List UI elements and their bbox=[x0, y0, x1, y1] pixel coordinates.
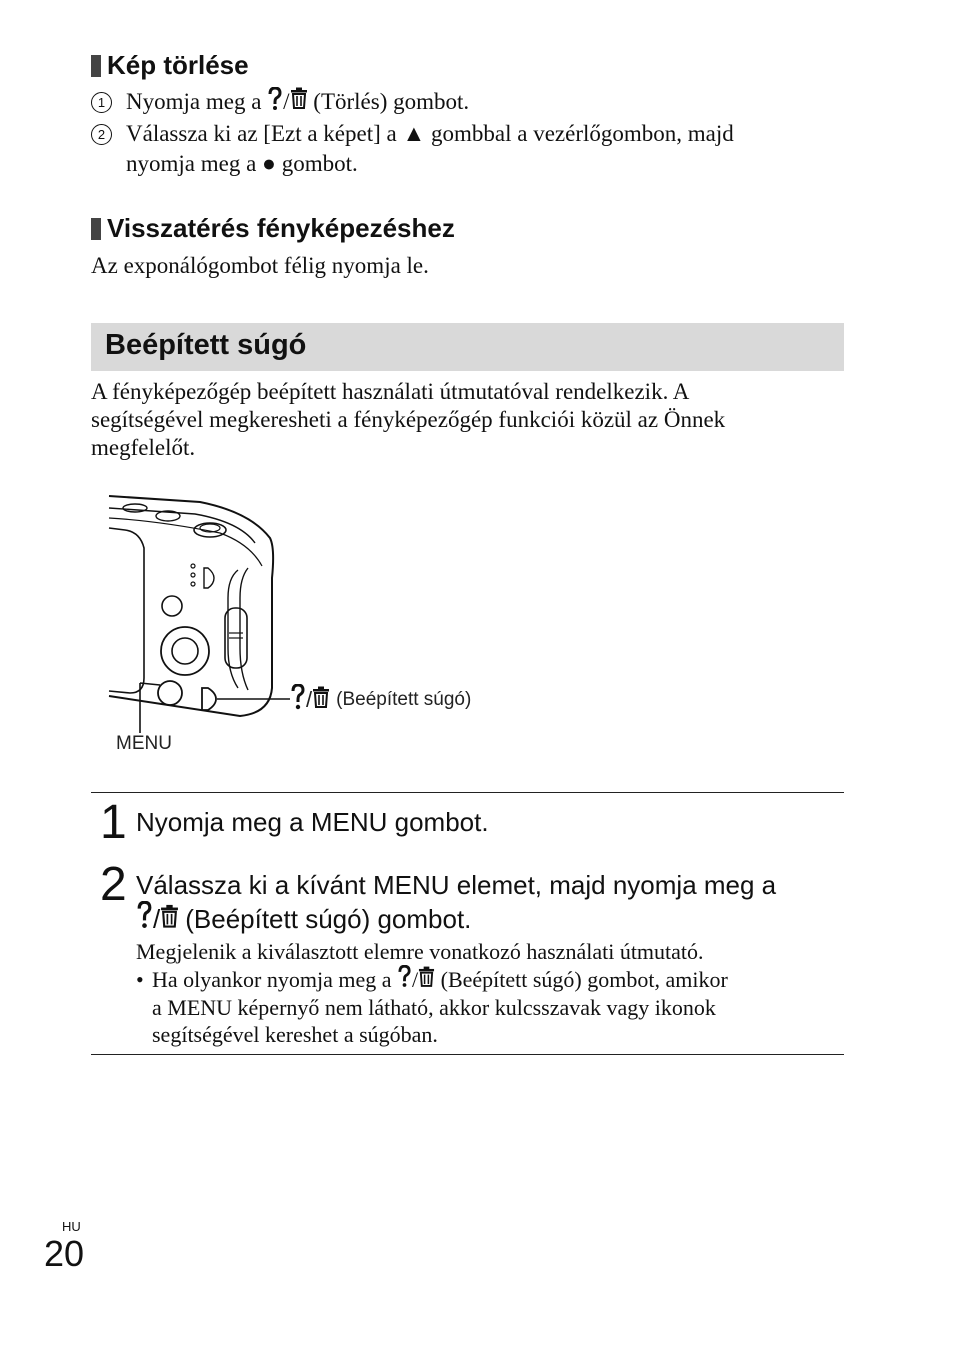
bullet-line3: segítségével kereshet a súgóban. bbox=[152, 1022, 438, 1047]
trash-icon bbox=[312, 686, 330, 714]
step-1-text: Nyomja meg a MENU gombot. bbox=[136, 807, 489, 837]
language-code: HU bbox=[62, 1219, 81, 1234]
help-intro-line1: A fényképezőgép beépített használati útmutatóval rendelkezik. A bbox=[91, 379, 690, 404]
bullet-line2: a MENU képernyő nem látható, akkor kulcsszavak vagy ikonok bbox=[152, 995, 716, 1020]
section-title: Beépített súgó bbox=[105, 329, 307, 361]
delete-step-1-post: (Törlés) gombot. bbox=[313, 89, 470, 114]
help-intro-line2: segítségével megkeresheti a fényképezőgép funkciói közül az Önnek bbox=[91, 407, 726, 432]
steps-bottom-rule bbox=[91, 1054, 844, 1055]
steps-top-rule bbox=[91, 792, 844, 793]
return-heading bbox=[91, 213, 455, 244]
step-number-2: 2 bbox=[100, 858, 127, 911]
delete-step-2-line2: nyomja meg a ● gombot. bbox=[126, 151, 358, 176]
step-2-line2: / (Beépített súgó) gombot. bbox=[136, 901, 846, 936]
trash-icon bbox=[160, 903, 179, 935]
circled-number-1: 1 bbox=[91, 92, 112, 113]
menu-button-label: MENU bbox=[116, 733, 172, 754]
help-question-icon bbox=[290, 684, 306, 716]
delete-heading-text: Kép törlése bbox=[107, 50, 249, 80]
bullet-post: (Beépített súgó) gombot, amikor bbox=[440, 967, 728, 992]
step-2-note: Megjelenik a kiválasztott elemre vonatkozó használati útmutató. bbox=[136, 939, 704, 964]
step-2-line2-text: (Beépített súgó) gombot. bbox=[185, 903, 472, 934]
page-number: 20 bbox=[44, 1233, 85, 1274]
step-2-notes bbox=[136, 938, 846, 1048]
bullet-icon: • bbox=[136, 967, 144, 992]
step-2-line1: Válassza ki a kívánt MENU elemet, majd nyomja meg a bbox=[136, 870, 777, 900]
heading-marker bbox=[91, 218, 101, 240]
help-question-icon bbox=[267, 87, 283, 119]
heading-marker bbox=[91, 55, 101, 77]
delete-step-2-line1: Válassza ki az [Ezt a képet] a ▲ gombbal a vezérlőgombon, majd bbox=[126, 121, 734, 146]
return-heading-text: Visszatérés fényképezéshez bbox=[107, 213, 455, 243]
bullet-line1: • Ha olyankor nyomja meg a / (Beépített súgó) gombot, amikor bbox=[136, 967, 728, 992]
trash-icon bbox=[290, 87, 308, 117]
help-button-label: (Beépített súgó) bbox=[336, 689, 472, 710]
delete-step-2 bbox=[91, 119, 851, 179]
delete-heading bbox=[91, 50, 249, 81]
delete-step-1-pre: Nyomja meg a bbox=[126, 89, 262, 114]
help-intro-line3: megfelelőt. bbox=[91, 435, 196, 460]
help-intro bbox=[91, 378, 851, 462]
delete-step-1: 1 Nyomja meg a / (Törlés) gombot. bbox=[91, 87, 469, 119]
help-question-icon bbox=[136, 901, 153, 936]
trash-icon bbox=[418, 966, 435, 993]
help-button-callout: / (Beépített súgó) bbox=[290, 684, 471, 716]
section-title-banner bbox=[91, 323, 844, 371]
step-number-1: 1 bbox=[100, 796, 127, 849]
return-text: Az exponálógombot félig nyomja le. bbox=[91, 253, 429, 278]
camera-illustration bbox=[100, 488, 520, 768]
circled-number-2: 2 bbox=[91, 124, 112, 145]
camera-diagram bbox=[100, 488, 520, 768]
help-question-icon bbox=[397, 965, 412, 994]
step-2-text bbox=[136, 869, 846, 936]
bullet-pre: Ha olyankor nyomja meg a bbox=[152, 967, 392, 992]
